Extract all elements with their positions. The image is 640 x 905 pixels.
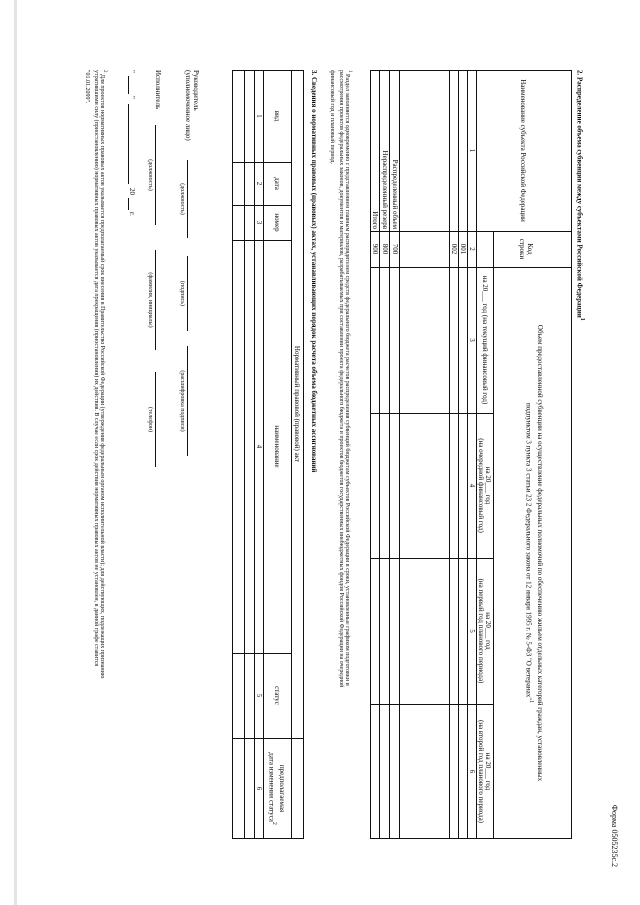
summary-label-distributed: Распределенный объем — [391, 159, 399, 229]
row-code-002: 002 — [450, 243, 458, 255]
col-number-1: 1 — [468, 148, 476, 153]
s3-col-title: наименование — [273, 425, 281, 468]
footnote-2-line-2: утратившими силу (приостановлению) нормативных правовых актов указывается дата прекращения (приостановления) их действия. В случае если срок действия нормативных правовых актов не установлен, в данной графе ставится — [93, 70, 99, 667]
s3-number-6: 6 — [255, 786, 263, 791]
sub-col-4-header-1: на 20___ год — [484, 752, 492, 791]
section-2-title: 2. Распределение объема субвенции между субъектами Российской Федерации$^1$ — [575, 70, 585, 321]
col-number-6: 6 — [468, 769, 476, 774]
sub-col-4-header-2: (на второй год планового периода) — [477, 719, 485, 824]
head-position-caption: (должность) — [179, 183, 185, 215]
head-decoding-line — [187, 346, 188, 456]
s3-col-number: номер — [273, 213, 281, 232]
s3-col-expected-1: предполагаемая — [278, 764, 286, 813]
col-number-5: 5 — [468, 629, 476, 633]
s3-numbers-top — [263, 70, 264, 839]
footnote-1-line-3: финансовый год и плановый период. — [329, 70, 335, 164]
section-3-title: 3. Сведения о нормативных правовых (правовых) актах, устанавливающих порядок расчета объема бюджетных ассигнований — [310, 70, 318, 473]
s3-number-1: 1 — [255, 114, 263, 118]
head-signature-line — [187, 256, 188, 331]
exec-name-caption: (фамилия, инициалы) — [147, 272, 153, 328]
exec-position-caption: (должность) — [147, 159, 153, 191]
sub-col-2-header-2: (на очередной финансовый год) — [477, 438, 485, 533]
footnote-1-line-1: $^1$ Раздел заполняется одновременно с представлением главным распорядителем средств федерального бюджета расчетов распределения субвенций бюджетам субъектов Российской Федерации в сроки, установленные графиком подготовки и — [344, 70, 352, 686]
s3-number-3: 3 — [255, 220, 263, 225]
s3-number-5: 5 — [255, 693, 263, 698]
summary-code-900: 900 — [371, 243, 379, 255]
executor-label: Исполнитель — [154, 70, 162, 110]
date-year-prefix: 20 — [128, 188, 136, 195]
head-signature-caption: (подпись) — [179, 281, 185, 306]
date-year-line — [128, 198, 129, 210]
exec-phone-caption: (телефон) — [147, 406, 153, 433]
group-header-line-2: подпунктом 3 пункта 3 статьи 23 2 Федерального закона от 12 января 1995 г. № 5-ФЗ "О ветеранах"$^1$ — [524, 403, 534, 703]
s3-number-4: 4 — [255, 444, 263, 449]
s3-col-expected-2: дата изменения статуса$^2$ — [267, 752, 277, 825]
s3-col-date: дата — [273, 177, 281, 190]
s3-col-kind: вид — [273, 110, 281, 122]
summary-code-700: 700 — [391, 243, 399, 255]
date-year-suffix: г. — [128, 212, 136, 216]
footnote-1-line-2: рассмотрения проектов федеральных законов, документов и материалов, разрабатываемых при составлении проекта федерального бюджета и проектов бюджетов государственных внебюджетных фондов Российской Федерации на очередной — [338, 70, 344, 688]
s3-group-divider — [291, 70, 292, 839]
col-code-header-2: строки — [518, 238, 526, 260]
exec-name-line — [155, 250, 156, 350]
row-001-line — [458, 70, 459, 839]
form-code: Форма 0505235с.2 — [610, 804, 619, 867]
group-header-line-1: Объем предоставленной субвенции на осуществление федеральных полномочий по обеспечению жильем отдельных категорий граждан, установленных — [536, 324, 544, 782]
col-number-2: 2 — [468, 247, 476, 251]
summary-label-reserve: Нераспределенный резерв — [381, 150, 389, 229]
footnote-2-line-1: $^2$ Для проектов нормативных правовых актов указывается предполагаемый срок внесения в Правительство Российской Федерации (утверждения федеральным органом исполнительной власти); для действующих, подлежащих признанию — [99, 70, 107, 679]
summary-label-total: Итого — [371, 211, 379, 229]
summary-row-1 — [389, 70, 390, 839]
head-label-2: (уполномоченное лицо) — [184, 70, 192, 141]
sub-col-3-header-2: (на первый год планового периода) — [477, 578, 485, 684]
footnote-2-line-3: "01.01.2099". — [84, 70, 90, 104]
col-code-header-1: Код — [526, 243, 534, 255]
exec-position-line — [155, 125, 156, 225]
s3-col-status: статус — [273, 686, 281, 705]
exec-phone-line — [155, 372, 156, 467]
s3-number-2: 2 — [255, 181, 263, 186]
group-header-divider — [493, 231, 494, 839]
sub-col-3-header-1: на 20___ год — [484, 612, 492, 650]
summary-top — [399, 70, 400, 839]
s3-row-line — [244, 70, 245, 839]
row-code-001: 001 — [459, 243, 467, 255]
head-position-line — [187, 160, 188, 238]
col-number-3: 3 — [468, 338, 476, 342]
sub-col-2-header-1: на 20___ год — [484, 466, 492, 505]
col-name-header: Наименование субъекта Российской Федерации — [519, 79, 527, 222]
col-number-4: 4 — [468, 483, 476, 488]
row-002-line — [449, 70, 450, 839]
date-quote-open: " — [128, 70, 136, 73]
date-quote-close: " — [128, 96, 136, 99]
head-decoding-caption: (расшифровка подписи) — [179, 370, 185, 432]
s3-group-header: Нормативный правовой (правовой) акт — [293, 345, 301, 463]
date-day-line — [128, 76, 129, 94]
sub-col-1-header: на 20___ год (на текущий финансовый год) — [481, 275, 489, 405]
summary-code-800: 800 — [381, 243, 389, 255]
head-label-1: Руководитель — [192, 70, 200, 111]
summary-row-2 — [379, 70, 380, 839]
date-month-line — [128, 104, 129, 184]
